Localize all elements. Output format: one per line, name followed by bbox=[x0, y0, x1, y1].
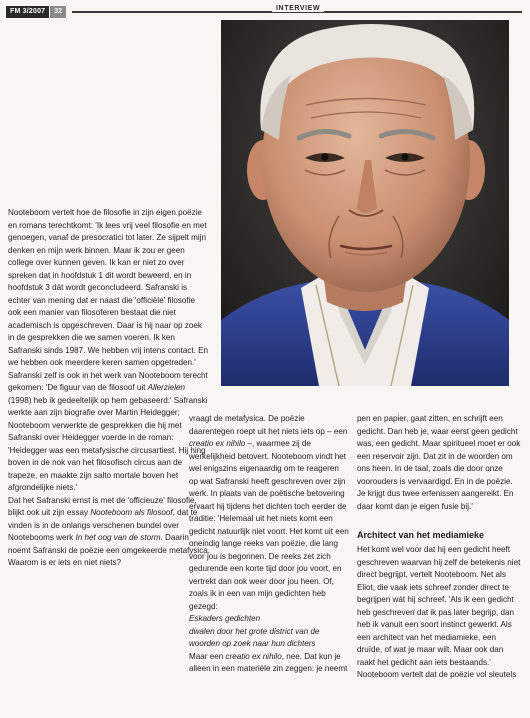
book-title: Allerzielen bbox=[147, 383, 186, 392]
subheading: Architect van het mediamieke bbox=[357, 530, 485, 540]
text-run: Maar een bbox=[189, 651, 226, 661]
poem-text: dwalen door het grote district van de woorden op zoek naar hun dichters bbox=[189, 626, 320, 648]
latin-phrase: creatio ex nihilo bbox=[225, 651, 282, 661]
poem-text: Eskaders gedichten bbox=[189, 614, 261, 623]
article-column-1 bbox=[8, 207, 210, 570]
text-run: vraagt de metafysica. De poëzie daarentegen roept uit het niets iets op – een bbox=[189, 414, 348, 436]
paragraph: pen en papier, gaat zitten, en schrijft een gedicht. Dan heb je, waar eerst geen gedicht was, een gedicht. Maar spiritueel moet er ook een reservoir zijn. Dat zit in de woorden om ons heen. In de taal, zoals die door onze voorouders is vervaardigd. En in de poëzie. Je krijgt dus twee erfenissen aangereikt. En daar komt dan je eigen fusie bij.' bbox=[357, 414, 521, 511]
text-run: , nee. Dat kun je alleen in een materiële zin zeggen: je neemt bbox=[189, 651, 348, 673]
portrait-photo bbox=[221, 20, 509, 386]
poem-line bbox=[189, 613, 349, 626]
text-run: Safranski zelf is ook in het werk van Nooteboom terecht gekomen: 'De figuur van de filosoof uit bbox=[8, 370, 208, 392]
text-run: –, waarmee zij de werkelijkheid betovert. Nooteboom vindt het wel enigszins eigenaardig om te reageren op wat Safranski heeft geschreven over zijn werk. In plaats van de poëtische betovering ervaart hij tijdens het dichten toch eerder de traditie: 'Helemaal uit het niets komt een gedicht natuurlijk niet voort. Het komt uit een oneindig lange reeks van poëzie, die lang voor jou is begonnen. De reeks zet zich gedurende een korte tijd door jou voort, en vertrekt dan ook weer door jou heen. Of, zoals ik in een van mijn gedichten heb gezegd: bbox=[189, 439, 349, 611]
poem-line bbox=[189, 626, 349, 651]
article-column-3 bbox=[357, 413, 521, 682]
paragraph: Nooteboom vertelt hoe de filosofie in zijn eigen poëzie en romans terechtkomt: 'Ik lees vrij veel filosofie en met genoegen, vanaf de presocratici tot later. Ze sijpelt mijn denken en mijn werk binnen. Maar ik zou er geen college over kunnen geven. Ik kan er niet zo over spreken dat in hoofdstuk 1 dit wordt beweerd, en in hoofdstuk 3 dát wordt geconcludeerd. Safranski is echter van mening dat er naast die 'officiële' filosofie ook een manier van filosoferen bestaat die niet academisch is opgeschreven. Daar is hij naar op zoek in de gesprekken die we samen voeren. Ik ken Safranski sinds 1987. We hebben vrij intens contact. En we hebben ook meerdere keren samen opgetreden.' bbox=[8, 208, 209, 367]
paragraph bbox=[189, 413, 349, 613]
article-column-2 bbox=[189, 413, 349, 676]
section-label: INTERVIEW bbox=[272, 5, 324, 12]
text-run: (1998) heb ik gedeeltelijk op hem gebaseerd.' Safranski werkte aan zijn biografie over Martin Heidegger; Nooteboom verwerkte de gesprekken die hij met Safranski over Heidegger voerde in de roman: 'Heidegger was een metafysische circusartiest. Hij hing boven in de nok van het filosofisch circus aan de trapeze, en maakte zijn salto mortale boven het afgrondelijke niets.' bbox=[8, 395, 208, 492]
paragraph: Nooteboom vertelt dat de poëzie vol sleutels bbox=[357, 670, 517, 679]
page-header bbox=[0, 0, 530, 22]
portrait-illustration bbox=[221, 20, 509, 386]
paragraph bbox=[8, 370, 210, 495]
latin-phrase: creatio ex nihilo bbox=[189, 439, 246, 448]
book-title: In het oog van de storm bbox=[75, 533, 161, 542]
page-number: 32 bbox=[50, 6, 66, 18]
essay-title: Nooteboom als filosoof bbox=[90, 508, 173, 517]
paragraph bbox=[189, 651, 349, 676]
text-run: , dat te vinden is in de onlangs verschenen bundel over Nootebooms werk bbox=[8, 508, 198, 542]
text-run: Dat het Safranski ernst is met de 'officieuze' filosofie, blijkt ook uit zijn essay bbox=[8, 495, 197, 517]
header-issue-block bbox=[6, 6, 66, 18]
paragraph: Het komt wel voor dat hij een gedicht heeft geschreven waarvan hij zelf de betekenis niet direct begrijpt, vertelt Nooteboom. Net als Eliot, die vaak iets schreef zonder direct te begrijpen wát hij schreef. 'Als ik een gedicht heb geschreven dat ik pas later begrijp, dan heb ik vanuit een soort instinct gewerkt. Als een architect van het mediamieke, een druïde, of wat je maar wilt. Maar ook dan raakt het gedicht aan iets bestaands.' bbox=[357, 545, 521, 667]
text-run: . Daarin noemt Safranski de poëzie een omgekeerde metafysica. Waarom is er iets en niet niets? bbox=[8, 533, 211, 567]
magazine-issue: FM 3/2007 bbox=[6, 6, 49, 18]
paragraph bbox=[8, 495, 210, 570]
